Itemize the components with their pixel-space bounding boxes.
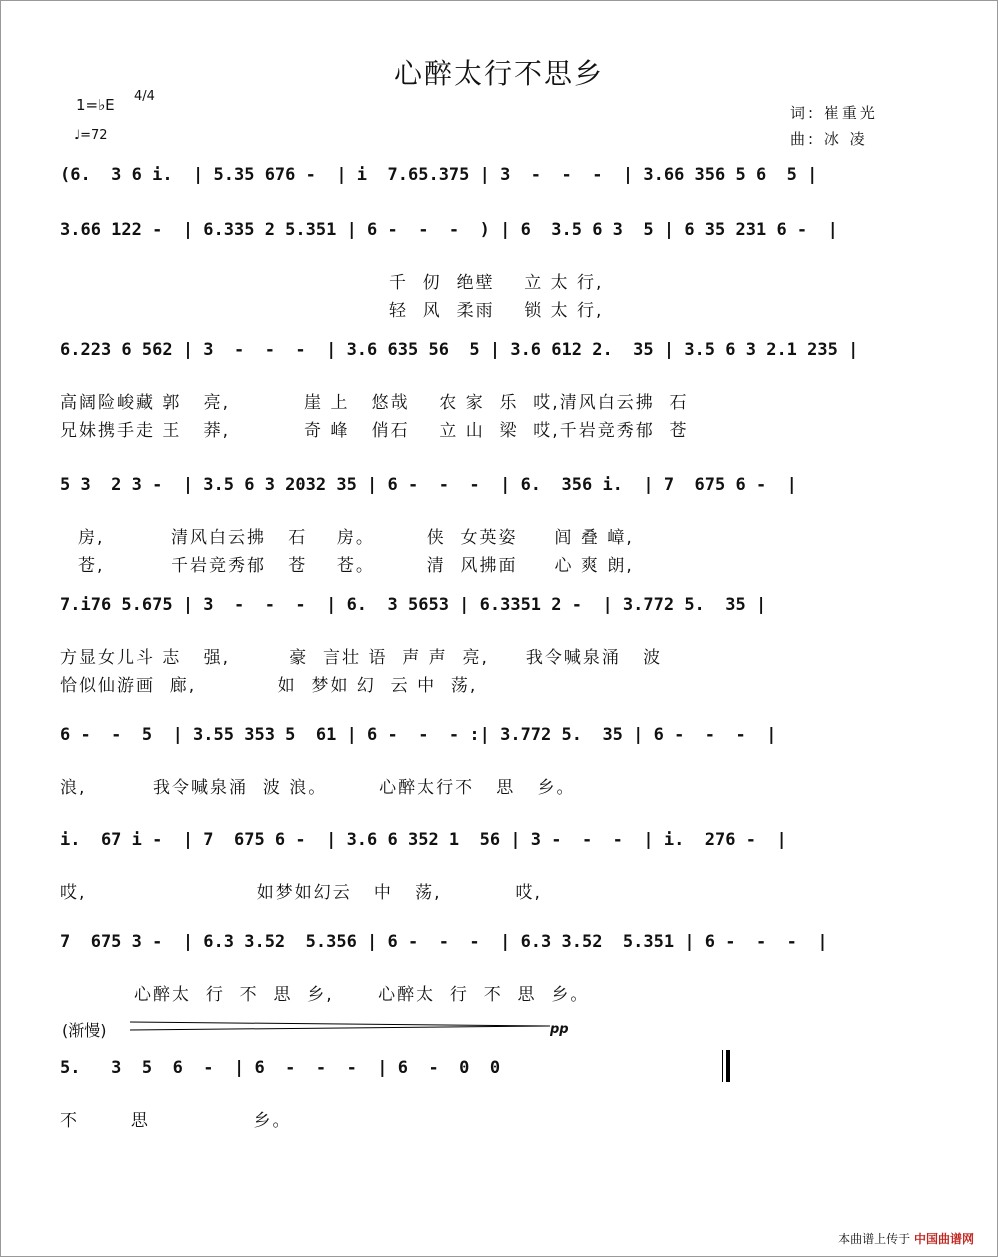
notation: 7 675 3 - | 6.3 3.52 5.356 | 6 - - - | 6.3 3.52 5.351 | 6 - - - | xyxy=(60,932,828,952)
lyricist-credit: 词: 崔重光 xyxy=(790,104,878,122)
lyric-verse-1: 高阔险峻藏 郭 亮, 崖 上 悠哉 农 家 乐 哎,清风白云拂 石 xyxy=(60,393,689,413)
time-signature xyxy=(134,90,155,104)
tempo-change: (渐慢) xyxy=(62,1021,107,1040)
lyric-verse-1: 不 思 乡。 xyxy=(60,1111,292,1131)
notation: 3.66 122 - | 6.335 2 5.351 | 6 - - - ) | 6 3.5 6 3 5 | 6 35 231 6 - | xyxy=(60,220,838,240)
score-line-8 xyxy=(60,932,930,1028)
score-line-9 xyxy=(60,1058,930,1154)
notation: i. 67 i - | 7 675 6 - | 3.6 6 352 1 56 | 3 - - - | i. 276 - | xyxy=(60,830,787,850)
lyric-verse-2: 苍, 千岩竞秀郁 苍 苍。 清 风拂面 心 爽 朗, xyxy=(78,556,634,576)
notation: 6.223 6 562 | 3 - - - | 3.6 635 56 5 | 3.6 612 2. 35 | 3.5 6 3 2.1 235 | xyxy=(60,340,859,360)
footer-text: 本曲谱上传于 xyxy=(838,1232,911,1246)
score-line-5 xyxy=(60,595,930,696)
time-signature-value: 4/4 xyxy=(134,89,155,104)
decrescendo-hairpin xyxy=(130,1020,550,1032)
final-barline xyxy=(722,1050,729,1082)
lyric-verse-1: 浪, 我令喊泉涌 波 浪。 心醉太行不 思 乡。 xyxy=(60,778,576,798)
score-line-4 xyxy=(60,475,930,576)
footer xyxy=(838,1230,974,1247)
lyric-verse-1: 哎, 如梦如幻云 中 荡, 哎, xyxy=(60,883,542,903)
notation: 7.i76 5.675 | 3 - - - | 6. 3 5653 | 6.3351 2 - | 3.772 5. 35 | xyxy=(60,595,767,615)
notation: 5 3 2 3 - | 3.5 6 3 2032 35 | 6 - - - | 6. 356 i. | 7 675 6 - | xyxy=(60,475,797,495)
notation: (6. 3 6 i. | 5.35 676 - | i 7.65.375 | 3 - - - | 3.66 356 5 6 5 | xyxy=(60,165,818,185)
composer-credit: 曲: 冰 凌 xyxy=(790,130,868,148)
lyric-verse-2: 轻 风 柔雨 锁 太 行, xyxy=(78,301,604,321)
notation: 5. 3 5 6 - | 6 - - - | 6 - 0 0 xyxy=(60,1058,501,1078)
score-line-6 xyxy=(60,725,930,821)
key-signature: 1=♭E xyxy=(76,96,115,114)
page-title: 心醉太行不思乡 xyxy=(393,57,604,90)
lyric-verse-1: 心醉太 行 不 思 乡, 心醉太 行 不 思 乡。 xyxy=(60,985,590,1005)
lyric-verse-1: 房, 清风白云拂 石 房。 侠 女英姿 闾 叠 嶂, xyxy=(78,528,634,548)
score-line-3 xyxy=(60,340,930,441)
tempo-mark: ♩=72 xyxy=(74,128,108,143)
score-line-7 xyxy=(60,830,930,926)
lyric-verse-2: 兄妹携手走 王 莽, 奇 峰 俏石 立 山 梁 哎,千岩竞秀郁 苍 xyxy=(60,421,689,441)
score-line-2 xyxy=(60,220,930,321)
site-logo: 中国曲谱网 xyxy=(913,1232,974,1246)
lyric-verse-1: 千 仞 绝壁 立 太 行, xyxy=(78,273,604,293)
lyric-verse-1: 方显女儿斗 志 强, 豪 言壮 语 声 声 亮, 我令喊泉涌 波 xyxy=(60,648,663,668)
credits xyxy=(790,100,878,152)
notation: 6 - - 5 | 3.55 353 5 61 | 6 - - - :| 3.772 5. 35 | 6 - - - | xyxy=(60,725,777,745)
lyric-verse-2: 恰似仙游画 廊, 如 梦如 幻 云 中 荡, xyxy=(60,676,478,696)
dynamic-mark: pp xyxy=(550,1022,569,1037)
